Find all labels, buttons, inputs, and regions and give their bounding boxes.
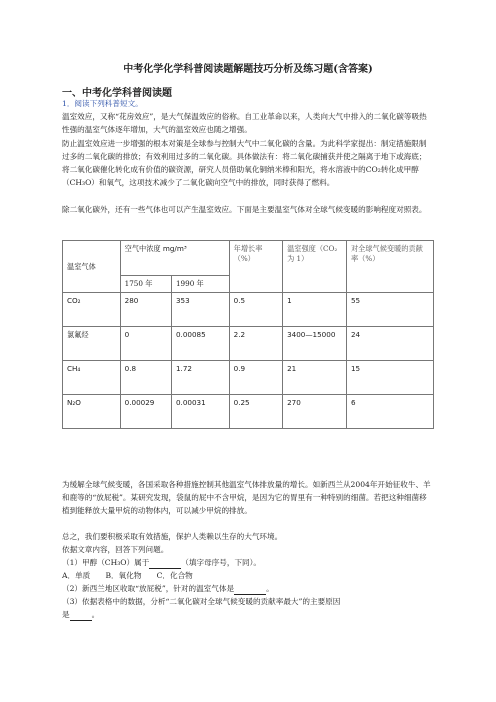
table-header-row [63,241,434,276]
cell-contrib: 55 [346,293,433,327]
cell-gas: CO₂ [63,293,121,327]
table-row [63,395,434,429]
q1-text: （1）甲醇（CH₃O）属于 [62,558,150,567]
table-row [63,361,434,395]
question-header: 1．阅读下列科普短文。 [62,99,143,108]
header-growth: 年增长率（%） [229,241,282,293]
cell-growth: 0.5 [229,293,282,327]
cell-strength: 21 [283,361,347,395]
cell-contrib: 6 [346,395,433,429]
cell-growth: 0.25 [229,395,282,429]
cell-1750: 0 [120,327,171,361]
question-2 [62,582,434,595]
cell-growth: 0.9 [229,361,282,395]
q1-answer-blank[interactable] [149,560,181,569]
q3-answer-blank[interactable] [70,612,92,621]
paragraph-6: 依据文章内容，回答下列问题。 [62,545,169,554]
greenhouse-gas-table [62,240,434,429]
q1-suffix: （填字母序号，下同）。 [181,558,262,567]
question-3: （3）依据表格中的数据，分析“二氧化碳对全球气候变暖的贡献率最大”的主要原因 [62,597,341,606]
q3-text: 是 [62,610,70,619]
paragraph-3: 除二氧化碳外，还有一些气体也可以产生温室效应。下面是主要温室气体对全球气候变暖的影响程度对照表。 [62,205,427,214]
q2-text: （2）新西兰地区收取“放屁税”，针对的温室气体是 [62,584,235,593]
cell-1750: 280 [120,293,171,327]
cell-1990: 353 [171,293,229,327]
header-concentration: 空气中浓度 mg/m³ [120,241,229,276]
cell-1990: 1.72 [171,361,229,395]
cell-contrib: 24 [346,327,433,361]
q3-suffix: 。 [91,610,100,619]
cell-gas: 氯氟烃 [63,327,121,361]
cell-1750: 0.8 [120,361,171,395]
cell-gas: N₂O [63,395,121,429]
question-1 [62,556,434,569]
header-gas: 温室气体 [63,241,121,293]
paragraph-1: 温室效应，又称“花房效应”，是大气保温效应的俗称。自工业革命以来，人类向大气中排入的二氧化碳等吸热性强的温室气体逐年增加，大气的温室效应也随之增强。 [62,112,427,134]
paragraph-2: 防止温室效应进一步增强的根本对策是全球参与控制大气中二氧化碳的含量。为此科学家提出：制定措施限制过多的二氧化碳的排放；有效利用过多的二氧化碳。具体做法有：将二氧化碳捕获并使之隔离于地下或海底；将二氧化碳催化转化成有价值的碳资源，研究人员借助氧化铜纳米棒和阳光，将水溶液中的CO₂转化成甲醇（CH₃O）和氧气，这项技术减少了二氧化碳向空气中的排放，同时获得了燃料。 [62,139,427,187]
paragraph-4: 为缓解全球气候变暖，各国采取各种措施控制其他温室气体排放量的增长。如新西兰从2004年开始征收牛、羊和鹿等的“放屁税”。某研究发现，袋鼠的屁中不含甲烷，是因为它的胃里有一种特别的细菌。若把这种细菌移植到能释放大量甲烷的动物体内，可以减少甲烷的排放。 [62,480,431,515]
table-row [63,293,434,327]
cell-growth: 2.2 [229,327,282,361]
cell-gas: CH₄ [63,361,121,395]
cell-strength: 270 [283,395,347,429]
header-1990: 1990 年 [171,276,229,293]
header-1750: 1750 年 [120,276,171,293]
header-strength: 温室强度（CO₂为 1） [283,241,347,293]
section-heading: 一、中考化学科普阅读题 [62,88,172,99]
header-contribution: 对全球气候变暖的贡献率（%） [346,241,433,293]
cell-contrib: 15 [346,361,433,395]
paragraph-5: 总之，我们要积极采取有效措施，保护人类赖以生存的大气环境。 [62,532,283,541]
q1-options: A．单质 B．氧化物 C．化合物 [62,571,193,580]
cell-1990: 0.00031 [171,395,229,429]
cell-1990: 0.00085 [171,327,229,361]
q2-suffix: 。 [266,584,274,593]
cell-1750: 0.00029 [120,395,171,429]
cell-strength: 1 [283,293,347,327]
table-row [63,327,434,361]
question-3-cont [62,608,434,621]
doc-title: 中考化学化学科普阅读题解题技巧分析及练习题(含答案) [123,64,373,75]
q2-answer-blank[interactable] [234,586,266,595]
cell-strength: 3400—15000 [283,327,347,361]
